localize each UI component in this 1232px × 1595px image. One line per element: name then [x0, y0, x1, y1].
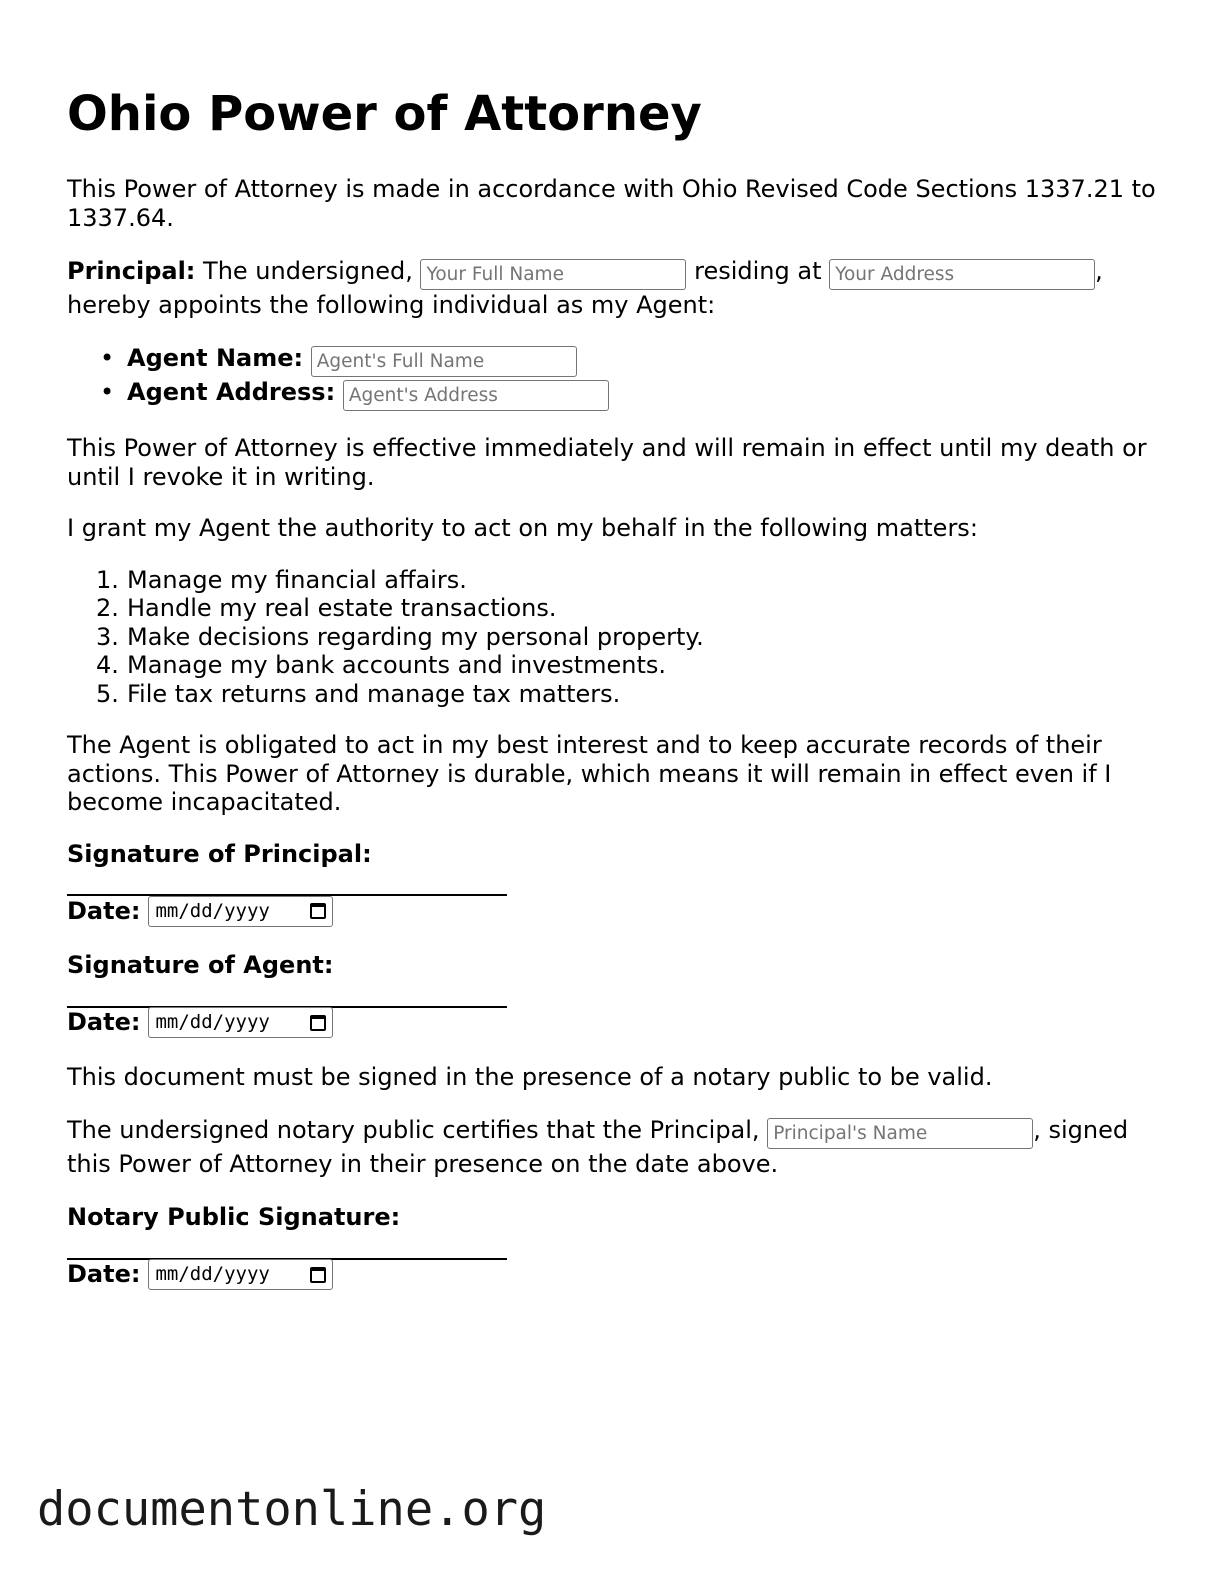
- matters-list: [67, 566, 1177, 709]
- principal-name-notary-input[interactable]: [767, 1118, 1033, 1149]
- list-item-text: Manage my financial affairs.: [127, 565, 467, 594]
- agent-date-input[interactable]: [148, 1007, 333, 1038]
- list-item: [96, 651, 1177, 680]
- document-page: [67, 0, 1177, 1292]
- bullet-icon: •: [100, 344, 115, 372]
- agent-signature-block: [67, 951, 1177, 1040]
- date-label: Date:: [67, 1008, 141, 1037]
- agent-signature-label: Signature of Agent:: [67, 951, 334, 979]
- principal-text-line2: hereby appoints the following individual as my Agent:: [67, 291, 716, 319]
- list-item: [96, 565, 1177, 595]
- calendar-icon[interactable]: [310, 903, 326, 919]
- agent-name-item: [100, 343, 1177, 377]
- list-item-text: File tax returns and manage tax matters.: [127, 679, 621, 708]
- date-label: Date:: [67, 1260, 141, 1289]
- principal-name-input[interactable]: [420, 259, 686, 290]
- list-item-number: 2.: [96, 594, 119, 622]
- notary-text-before: The undersigned notary public certifies that the Principal,: [67, 1116, 760, 1144]
- principal-address-input[interactable]: [829, 259, 1095, 290]
- watermark: documentonline.org: [37, 1482, 547, 1537]
- list-item-text: Manage my bank accounts and investments.: [127, 651, 667, 679]
- effective-paragraph: This Power of Attorney is effective immediately and will remain in effect until my death or until I revoke it in writing.: [67, 434, 1147, 491]
- intro-paragraph: This Power of Attorney is made in accordance with Ohio Revised Code Sections 1337.21 to 1337.64.: [67, 175, 1156, 232]
- principal-paragraph: [67, 256, 1177, 321]
- list-item-number: 1.: [96, 565, 119, 594]
- document-title: Ohio Power of Attorney: [67, 86, 702, 142]
- notary-text-line2: this Power of Attorney in their presence on the date above.: [67, 1150, 779, 1178]
- principal-signature-block: [67, 840, 1177, 929]
- agent-name-label: Agent Name:: [127, 344, 304, 372]
- obligated-paragraph: The Agent is obligated to act in my best interest and to keep accurate records of their actions. This Power of Attorney is durable, which means it will remain in effect even if I become incapacitated.: [67, 731, 1112, 816]
- list-item: [96, 622, 1177, 652]
- principal-text-before: The undersigned,: [203, 257, 413, 285]
- principal-text-after: ,: [1095, 257, 1103, 285]
- principal-date-input[interactable]: [148, 896, 333, 927]
- calendar-icon[interactable]: [310, 1267, 326, 1283]
- list-item: [96, 679, 1177, 709]
- notary-date-row: [67, 1258, 1177, 1292]
- agent-list: [67, 343, 1177, 411]
- notary-signature-block: [67, 1203, 1177, 1292]
- calendar-icon[interactable]: [310, 1015, 326, 1031]
- grant-paragraph: I grant my Agent the authority to act on my behalf in the following matters:: [67, 514, 978, 542]
- date-placeholder: mm/dd/yyyy: [155, 1263, 270, 1286]
- list-item: [96, 594, 1177, 623]
- list-item-number: 4.: [96, 651, 119, 679]
- list-item-number: 5.: [96, 679, 119, 708]
- notary-requirement-paragraph: This document must be signed in the presence of a notary public to be valid.: [67, 1062, 993, 1091]
- agent-address-input[interactable]: [343, 380, 609, 411]
- list-item-number: 3.: [96, 622, 119, 651]
- notary-signature-label: Notary Public Signature:: [67, 1203, 401, 1231]
- date-placeholder: mm/dd/yyyy: [155, 899, 270, 922]
- agent-name-input[interactable]: [311, 346, 577, 377]
- principal-text-middle: residing at: [694, 257, 822, 285]
- list-item-text: Handle my real estate transactions.: [127, 594, 557, 622]
- notary-certification-paragraph: [67, 1115, 1177, 1180]
- notary-date-input[interactable]: [148, 1259, 333, 1290]
- agent-address-item: [100, 377, 1177, 411]
- agent-date-row: [67, 1006, 1177, 1040]
- date-label: Date:: [67, 896, 141, 925]
- list-item-text: Make decisions regarding my personal property.: [127, 622, 704, 651]
- bullet-icon: •: [100, 378, 115, 406]
- date-placeholder: mm/dd/yyyy: [155, 1011, 270, 1034]
- principal-label: Principal:: [67, 257, 196, 285]
- agent-address-label: Agent Address:: [127, 378, 336, 406]
- principal-signature-label: Signature of Principal:: [67, 839, 372, 868]
- principal-date-row: [67, 894, 1177, 928]
- notary-text-after: , signed: [1033, 1116, 1129, 1144]
